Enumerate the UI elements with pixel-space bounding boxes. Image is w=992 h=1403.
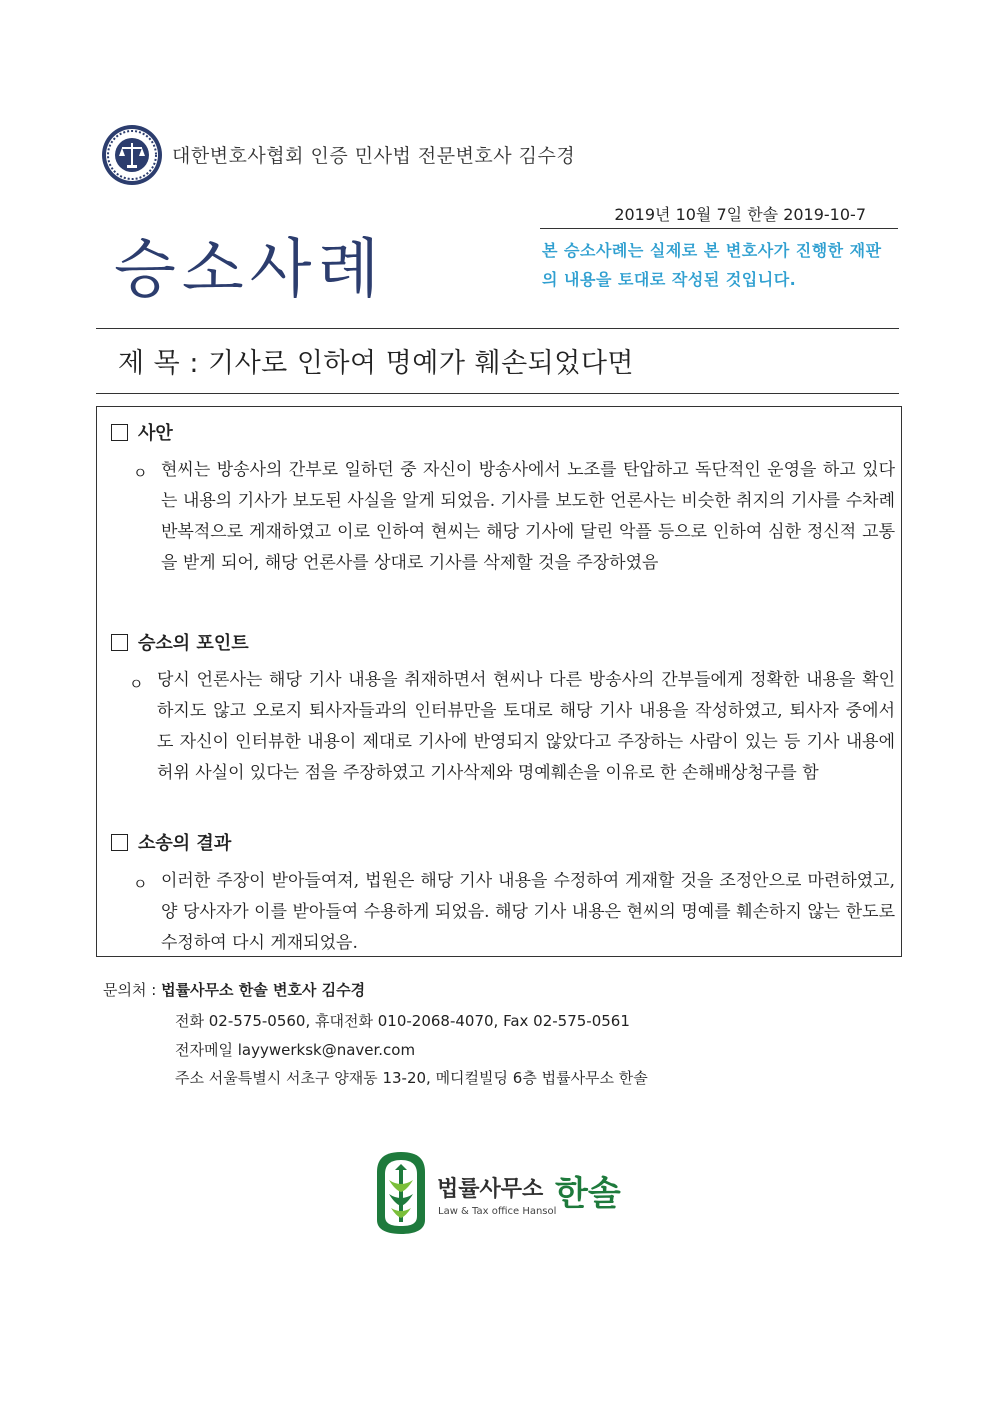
disclaimer-note: 본 승소사례는 실제로 본 변호사가 진행한 재판의 내용을 토대로 작성된 것입니다. (542, 241, 882, 289)
contact-address: 주소 서울특별시 서초구 양재동 13-20, 메디컬빌딩 6층 법률사무소 한솔 (175, 1069, 648, 1087)
checkbox-square-icon (111, 424, 128, 441)
divider-top (96, 328, 899, 329)
bar-association-seal-icon (100, 123, 164, 187)
contact-email: 전자메일 layywerksk@naver.com (175, 1041, 416, 1059)
bullet-icon: ㅇ (129, 675, 144, 693)
section-text-case: 현씨는 방송사의 간부로 일하던 중 자신이 방송사에서 노조를 탄압하고 독단적인 운영을 하고 있다는 내용의 기사가 보도된 사실을 알게 되었음. 기사를 보도한 언론사는 비슷한 취지의 기사를 수차례 반복적으로 게재하였고 이로 인하여 현씨는 해당 기사에 달린 악플 등으로 인하여 심한 정신적 고통을 받게 되어, 해당 언론사를 상대로 기사를 삭제할 것을 주장하였음 (161, 460, 895, 573)
checkbox-square-icon (111, 634, 128, 651)
page-title: 승소사례 (114, 233, 386, 307)
bullet-icon: ㅇ (133, 464, 148, 482)
section-heading-win-point: 승소의 포인트 (111, 629, 249, 655)
contact-phone: 전화 02-575-0560, 휴대전화 010-2068-4070, Fax 02-575-0561 (175, 1012, 630, 1030)
section-text-win-point: 당시 언론사는 해당 기사 내용을 취재하면서 현씨나 다른 방송사의 간부들에게 정확한 내용을 확인하지도 않고 오로지 퇴사자들과의 인터뷰만을 토대로 해당 기사 내용을 작성하였고, 퇴사자 중에서도 자신이 인터뷰한 내용이 제대로 기사에 반영되지 않았다고 주장하는 사람이 있는 등 기사 내용에 허위 사실이 있다는 점을 주장하였고 기사삭제와 명예훼손을 이유로 한 손해배상청구를 함 (157, 670, 895, 783)
date-line: 2019년 10월 7일 한솔 2019-10-7 (540, 202, 898, 229)
subject-title: 제 목 : 기사로 인하여 명예가 훼손되었다면 (118, 348, 634, 379)
logo-text-korean: 법률사무소 (437, 1177, 544, 1202)
section-text-result: 이러한 주장이 받아들여져, 법원은 해당 기사 내용을 수정하여 게재할 것을 조정안으로 마련하였고, 양 당사자가 이를 받아들여 수용하게 되었음. 해당 기사 내용은 현씨의 명예를 훼손하지 않는 한도로 수정하여 다시 게재되었음. (161, 871, 895, 953)
hansol-logo-icon (375, 1150, 427, 1236)
logo-text-english: Law & Tax office Hansol (438, 1206, 557, 1217)
section-heading-case: 사안 (111, 419, 173, 445)
checkbox-square-icon (111, 834, 128, 851)
section-heading-result: 소송의 결과 (111, 829, 231, 855)
bullet-icon: ㅇ (133, 875, 148, 893)
divider-bottom (96, 393, 899, 394)
association-line: 대한변호사협회 인증 민사법 전문변호사 김수경 (172, 145, 576, 167)
case-content-box (96, 406, 902, 957)
logo-text-hansol: 한솔 (555, 1174, 621, 1214)
contact-heading: 문의처 : 법률사무소 한솔 변호사 김수경 (103, 981, 366, 999)
